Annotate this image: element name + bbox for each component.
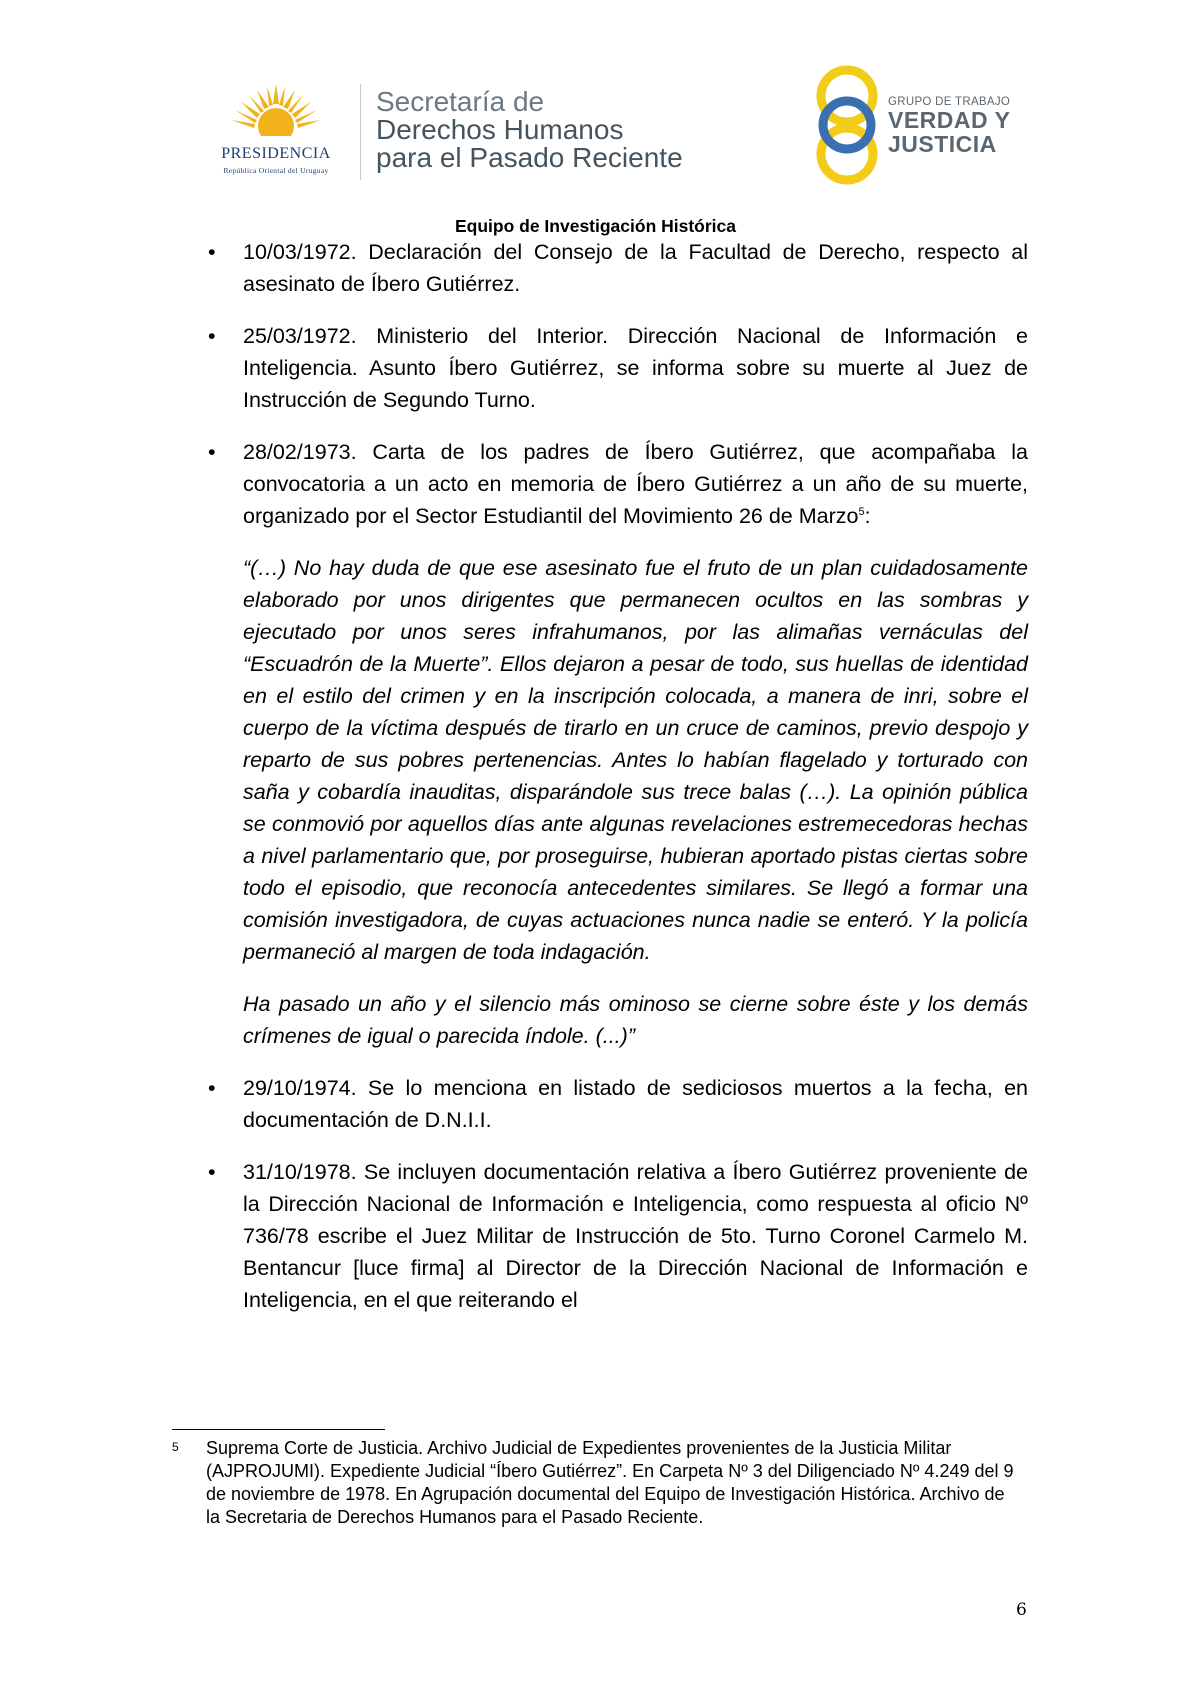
- list-item: [208, 1156, 1028, 1316]
- list-item: [208, 436, 1028, 532]
- bullet-icon: •: [208, 1160, 216, 1184]
- header-divider: [360, 84, 361, 180]
- grupo-line-1: GRUPO DE TRABAJO: [888, 96, 1011, 108]
- rings-icon: [812, 62, 882, 188]
- page-header: [0, 0, 1191, 200]
- list-item: [208, 236, 1028, 300]
- sun-emblem-icon: [227, 82, 325, 142]
- quote-paragraph: “(…) No hay duda de que ese asesinato fue el fruto de un plan cuidadosamente elaborado por unos dirigentes que permanecen ocultos en las sombras y ejecutado por unos seres infrahumanos, por las alimañas vernáculas del “Escuadrón de la Muerte”. Ellos dejaron a pesar de todo, sus huellas de identidad en el estilo del crimen y en la inscripción colocada, a manera de inri, sobre el cuerpo de la víctima después de tirarlo en un cruce de caminos, previo despojo y reparto de sus pobres pertenencias. Antes lo habían flagelado y torturado con saña y cobardía inauditas, disparándole sus trece balas (…). La opinión pública se conmovió por aquellos días ante algunas revelaciones estremecedoras hechas a nivel parlamentario que, por proseguirse, hubieran aportado pistas ciertas sobre todo el episodio, que reconocía antecedentes similares. Se llegó a formar una comisión investigadora, de cuyas actuaciones nunca nadie se enteró. Y la policía permaneció al margen de toda indagación.: [243, 556, 1028, 964]
- list-item: [208, 1072, 1028, 1136]
- quote-paragraph: Ha pasado un año y el silencio más ominoso se cierne sobre éste y los demás crímenes de igual o parecida índole. (...)”: [243, 992, 1028, 1048]
- presidencia-name: PRESIDENCIA: [221, 145, 331, 162]
- bullet-icon: •: [208, 440, 216, 464]
- item-text: 10/03/1972. Declaración del Consejo de la Facultad de Derecho, respecto al asesinato de Íbero Gutiérrez.: [243, 240, 1028, 296]
- footnote-text: Suprema Corte de Justicia. Archivo Judicial de Expedientes provenientes de la Justicia Militar (AJPROJUMI). Expediente Judicial “Íbero Gutiérrez”. En Carpeta Nº 3 del Diligenciado Nº 4.249 del 9 de noviembre de 1978. En Agrupación documental del Equipo de Investigación Histórica. Archivo de la Secretaria de Derechos Humanos para el Pasado Reciente.: [206, 1438, 1014, 1527]
- footnote-number: 5: [172, 1440, 179, 1454]
- secretaria-line-1: Secretaría de: [376, 86, 545, 117]
- item-text-end: :: [864, 504, 871, 528]
- secretaria-title: [376, 88, 683, 172]
- item-text: 29/10/1974. Se lo menciona en listado de sediciosos muertos a la fecha, en documentación de D.N.I.I.: [243, 1076, 1028, 1132]
- grupo-trabajo-logo: [812, 62, 1022, 188]
- presidencia-logo: [197, 82, 355, 182]
- footnote-divider: [172, 1429, 385, 1430]
- secretaria-line-3: para el Pasado Reciente: [376, 142, 683, 173]
- page-number: 6: [1016, 1600, 1027, 1620]
- item-text: 25/03/1972. Ministerio del Interior. Dirección Nacional de Información e Inteligencia. Asunto Íbero Gutiérrez, se informa sobre su muerte al Juez de Instrucción de Segundo Turno.: [243, 324, 1028, 412]
- list-item: [208, 320, 1028, 416]
- bullet-icon: •: [208, 1076, 216, 1100]
- grupo-trabajo-text: [888, 96, 1010, 156]
- bullet-icon: •: [208, 324, 216, 348]
- item-text: 28/02/1973. Carta de los padres de Íbero Gutiérrez, que acompañaba la convocatoria a un acto en memoria de Íbero Gutiérrez a un año de su muerte, organizado por el Sector Estudiantil del Movimiento 26 de Marzo: [243, 440, 1028, 528]
- bullet-icon: •: [208, 240, 216, 264]
- grupo-line-3: JUSTICIA: [888, 131, 997, 157]
- grupo-line-2: VERDAD Y: [888, 107, 1011, 133]
- presidencia-subtitle: República Oriental del Uruguay: [223, 166, 329, 175]
- document-body: [208, 236, 1028, 1336]
- footnote: [172, 1437, 1020, 1529]
- footnote-reference[interactable]: 5: [858, 505, 865, 518]
- item-text: 31/10/1978. Se incluyen documentación relativa a Íbero Gutiérrez proveniente de la Dirección Nacional de Información e Inteligencia, como respuesta al oficio Nº 736/78 escribe el Juez Militar de Instrucción de 5to. Turno Coronel Carmelo M. Bentancur [luce firma] al Director de la Dirección Nacional de Información e Inteligencia, en el que reiterando el: [243, 1160, 1028, 1312]
- secretaria-line-2: Derechos Humanos: [376, 114, 624, 145]
- team-heading: Equipo de Investigación Histórica: [454, 216, 737, 236]
